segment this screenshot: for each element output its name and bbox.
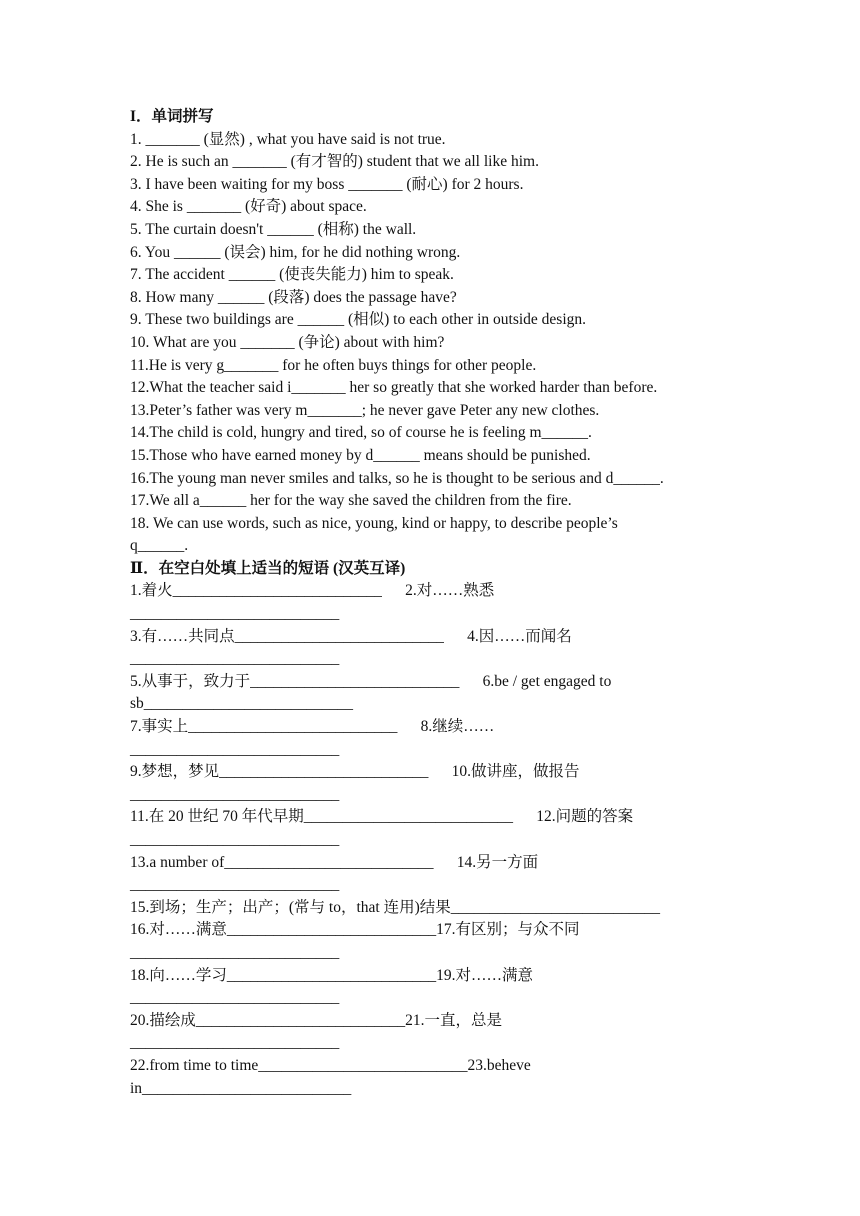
phrase-line-17: ___________________________ [130,943,340,961]
phrase-line-12: ___________________________ [130,831,340,848]
phrase-line-23: in___________________________ [130,1079,352,1097]
question-17: 17.We all a______ her for the way she saved the children from the fire. [130,492,572,510]
phrase-line-14: ___________________________ [130,876,340,894]
question-8: 8. How many ______ (段落) does the passage have? [130,288,457,306]
phrase-line-20: 20.描绘成___________________________21.一直，总是 [130,1011,503,1029]
question-4: 4. She is _______ (好奇) about space. [130,198,367,216]
phrase-line-8: ___________________________ [130,740,340,758]
question-10: 10. What are you _______ (争论) about with him? [130,333,445,351]
question-18: 18. We can use words, such as nice, young, kind or happy, to describe people’s [130,514,618,532]
phrase-line-18: 18.向……学习___________________________19.对……满意 [130,966,534,984]
phrase-line-22: 22.from time to time___________________________23.beheve [130,1056,531,1074]
phrase-line-5: 5.从事于，致力于___________________________ 6.be / get engaged to [130,672,612,690]
phrase-line-4: ___________________________ [130,650,340,668]
phrase-line-3: 3.有……共同点___________________________ 4.因……而闻名 [130,627,572,645]
phrase-line-10: ___________________________ [130,785,340,803]
section-1-heading: I．单词拼写 [130,108,214,125]
question-2: 2. He is such an _______ (有才智的) student that we all like him. [130,153,539,171]
question-3: 3. I have been waiting for my boss _______ (耐心) for 2 hours. [130,175,524,193]
worksheet [130,106,730,1100]
question-14: 14.The child is cold, hungry and tired, so of course he is feeling m______. [130,424,592,442]
question-6: 6. You ______ (误会) him, for he did nothing wrong. [130,243,461,261]
section-2-heading: Ⅱ．在空白处填上适当的短语 (汉英互译) [130,559,406,577]
question-12: 12.What the teacher said i_______ her so greatly that she worked harder than before. [130,379,658,397]
phrase-line-1: 1.着火___________________________ 2.对……熟悉 [130,582,495,600]
phrase-line-2: ___________________________ [130,605,340,623]
phrase-line-21: ___________________________ [130,1034,340,1052]
question-15: 15.Those who have earned money by d______ means should be punished. [130,446,591,464]
question-13: 13.Peter’s father was very m_______; he never gave Peter any new clothes. [130,401,600,419]
phrase-line-7: 7.事实上___________________________ 8.继续…… [130,718,495,736]
question-18-continuation: q______. [130,537,189,555]
phrase-line-15: 15.到场；生产；出产；(常与 to，that 连用)结果___________________________ [130,898,660,916]
question-11: 11.He is very g_______ for he often buys things for other people. [130,356,537,374]
question-9: 9. These two buildings are ______ (相似) to each other in outside design. [130,311,587,329]
question-5: 5. The curtain doesn't ______ (相称) the wall. [130,220,417,238]
section-1-items [130,129,730,558]
section-2-items [130,580,730,1100]
question-7: 7. The accident ______ (使丧失能力) him to speak. [130,266,454,284]
phrase-line-6: sb___________________________ [130,695,354,713]
phrase-line-19: ___________________________ [130,989,340,1007]
question-16: 16.The young man never smiles and talks, so he is thought to be serious and d______. [130,469,664,487]
phrase-line-16: 16.对……满意___________________________17.有区别；与众不同 [130,921,580,939]
phrase-line-9: 9.梦想，梦见___________________________ 10.做讲座，做报告 [130,763,580,781]
phrase-line-11: 11.在 20 世纪 70 年代早期___________________________ 12.问题的答案 [130,808,634,826]
question-1: 1. _______ (显然) , what you have said is not true. [130,130,446,148]
phrase-line-13: 13.a number of___________________________ 14.另一方面 [130,853,539,871]
